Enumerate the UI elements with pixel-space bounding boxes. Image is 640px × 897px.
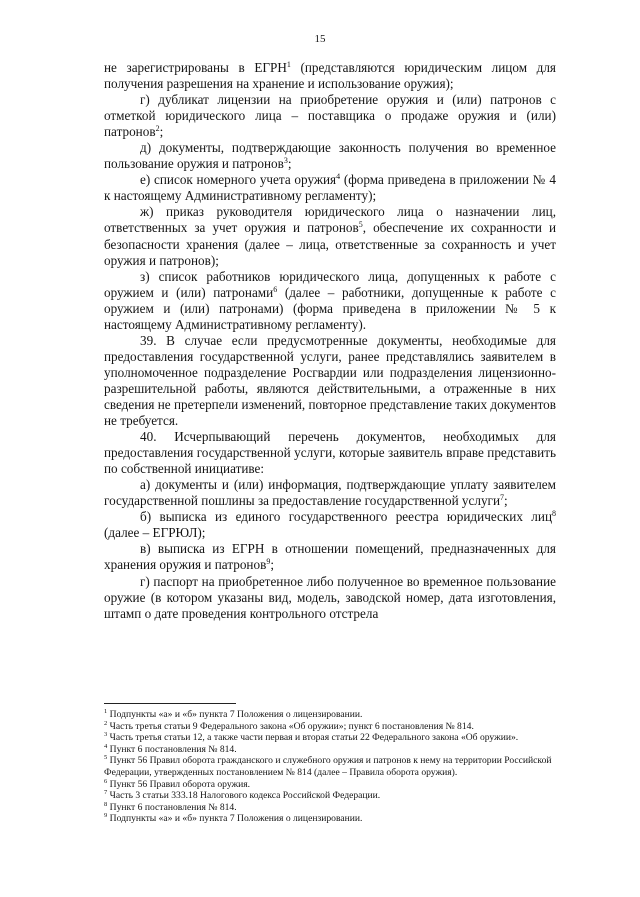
paragraph: в) выписка из ЕГРН в отношении помещений, предназначенных для хранения оружия и патронов$^9$; bbox=[104, 541, 556, 573]
paragraph: з) список работников юридического лица, допущенных к работе с оружием и (или) патронами$^6$ (далее – работники, допущенные к работе с оружием и (или) патронами) (форма приведена в приложении № 5 к настоящему Административному регламенту). bbox=[104, 268, 556, 332]
footnote-divider bbox=[104, 703, 236, 704]
paragraph: д) документы, подтверждающие законность получения во временное пользование оружия и патронов$^3$; bbox=[104, 140, 556, 172]
footnote-ref[interactable]: 2 bbox=[155, 124, 160, 134]
paragraph: 40. Исчерпывающий перечень документов, необходимых для предоставления государственной услуги, которые заявитель вправе представить по собственной инициативе: bbox=[104, 429, 556, 477]
footnote-ref[interactable]: 9 bbox=[266, 557, 271, 567]
footnote: $^7$ Часть 3 статьи 333.18 Налогового кодекса Российской Федерации. bbox=[104, 789, 381, 802]
footnote: $^4$ Пункт 6 постановления № 814. bbox=[104, 742, 237, 755]
footnote: $^8$ Пункт 6 постановления № 814. bbox=[104, 800, 237, 813]
footnote-ref[interactable]: 8 bbox=[552, 509, 556, 519]
footnote: $^3$ Часть третья статьи 12, а также части первая и вторая статьи 22 Федерального закона «Об оружии». bbox=[104, 731, 519, 744]
footnote-ref[interactable]: 3 bbox=[283, 156, 288, 166]
footnote: $^2$ Часть третья статьи 9 Федерального закона «Об оружии»; пункт 6 постановления № 814. bbox=[104, 719, 474, 732]
footnote: $^9$ Подпункты «а» и «б» пункта 7 Положения о лицензировании. bbox=[104, 812, 363, 825]
paragraph: г) паспорт на приобретенное либо полученное во временное пользование оружие (в котором указаны вид, модель, заводской номер, дата изготовления, штамп о дате проведения контрольного отстрела bbox=[104, 573, 556, 621]
paragraph: 39. В случае если предусмотренные документы, необходимые для предоставления государственной услуги, ранее представлялись заявителем в уполномоченное подразделение Росгвардии или подразделения лицензионно-разрешительной работы, являются действительными, а отраженные в них сведения не претерпели изменений, повторное представление таких документов не требуется. bbox=[104, 332, 556, 429]
paragraph: г) дубликат лицензии на приобретение оружия и (или) патронов с отметкой юридического лица – поставщика о продаже оружия и (или) патронов$^2$; bbox=[104, 92, 556, 140]
footnote: $^6$ Пункт 56 Правил оборота оружия. bbox=[104, 777, 251, 790]
footnote-ref[interactable]: 6 bbox=[273, 284, 278, 294]
footnote-ref[interactable]: 5 bbox=[358, 220, 363, 230]
paragraph: е) список номерного учета оружия$^4$ (форма приведена в приложении № 4 к настоящему Административному регламенту); bbox=[104, 172, 557, 204]
footnote-ref[interactable]: 1 bbox=[286, 60, 291, 69]
body-text bbox=[104, 60, 556, 622]
footnote-ref[interactable]: 4 bbox=[336, 172, 341, 182]
paragraph: б) выписка из единого государственного реестра юридических лиц$^8$ (далее – ЕГРЮЛ); bbox=[104, 509, 556, 541]
footnote-ref[interactable]: 7 bbox=[500, 493, 505, 503]
footnote: $^1$ Подпункты «а» и «б» пункта 7 Положения о лицензировании. bbox=[104, 708, 363, 720]
paragraph: а) документы и (или) информация, подтверждающие уплату заявителем государственной пошлины за предоставление государственной услуги$^7$; bbox=[104, 477, 556, 509]
paragraph: ж) приказ руководителя юридического лица о назначении лиц, ответственных за учет оружия и патронов$^5$, обеспечение их сохранности и безопасности хранения (далее – лица, ответственные за сохранность и учет оружия и патронов); bbox=[104, 204, 556, 268]
paragraph: не зарегистрированы в ЕГРН$^1$ (представляются юридическим лицом для получения разрешения на хранение и использование оружия); bbox=[104, 60, 556, 92]
page-number: 15 bbox=[314, 33, 326, 45]
footnote: $^5$ Пункт 56 Правил оборота гражданского и служебного оружия и патронов к нему на территории Российской Федерации, утвержденных постановлением № 814 (далее – Правила оборота оружия). bbox=[104, 754, 552, 778]
footnotes bbox=[104, 709, 556, 825]
